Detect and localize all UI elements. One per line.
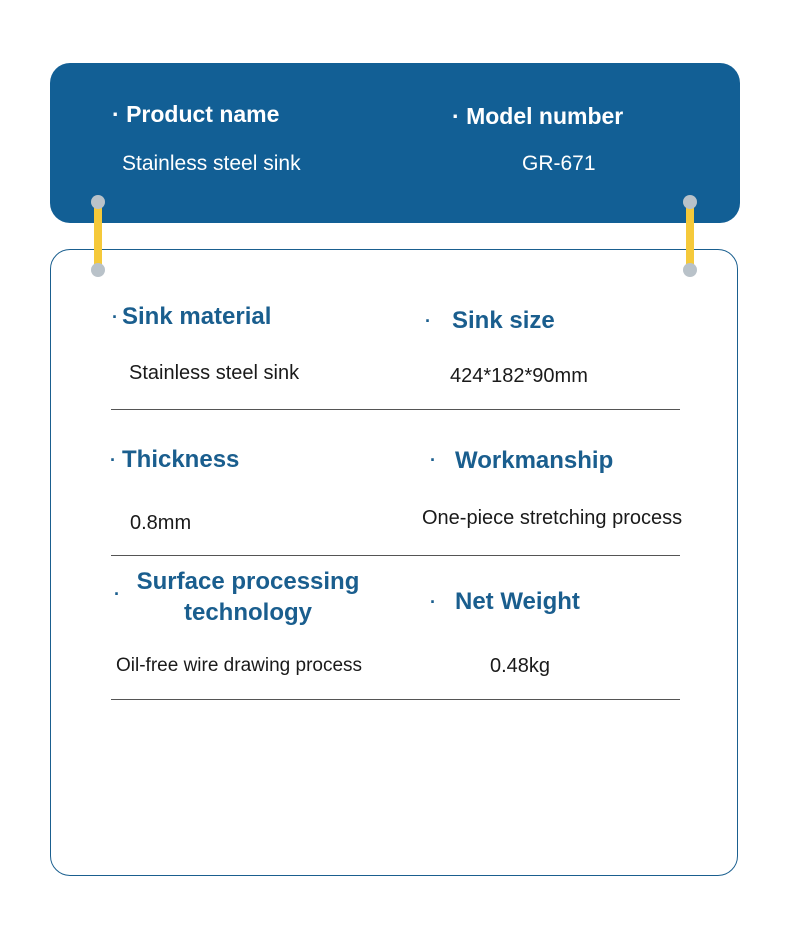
bullet-icon: · xyxy=(430,592,436,612)
row-divider xyxy=(111,555,680,556)
left-connector-bottom-dot xyxy=(91,263,105,277)
row-divider xyxy=(111,699,680,700)
sink-material-label: Sink material xyxy=(122,303,272,330)
product-name-value: Stainless steel sink xyxy=(122,152,301,175)
right-connector xyxy=(686,201,694,268)
bullet-icon: · xyxy=(425,311,431,331)
net-weight-value: 0.48kg xyxy=(490,655,551,677)
model-number-value: GR-671 xyxy=(522,152,596,175)
left-connector-top-dot xyxy=(91,195,105,209)
product-name-heading xyxy=(112,101,279,128)
right-connector-top-dot xyxy=(683,195,697,209)
thickness-value: 0.8mm xyxy=(130,512,192,534)
product-name-label: Product name xyxy=(126,101,280,127)
right-connector-bottom-dot xyxy=(683,263,697,277)
model-number-label: Model number xyxy=(466,103,624,129)
workmanship-value: One-piece stretching process xyxy=(422,507,683,529)
bullet-icon: · xyxy=(110,450,116,470)
specifications-card xyxy=(50,249,738,876)
workmanship-label: Workmanship xyxy=(455,447,614,474)
bullet-icon: · xyxy=(114,584,120,604)
thickness-label: Thickness xyxy=(122,446,240,473)
bullet-icon: · xyxy=(112,307,118,327)
bullet-icon: · xyxy=(452,103,460,129)
sink-size-value: 424*182*90mm xyxy=(450,365,588,387)
sink-material-value: Stainless steel sink xyxy=(129,362,300,384)
model-number-heading xyxy=(452,103,623,130)
row-divider xyxy=(111,409,680,410)
net-weight-label: Net Weight xyxy=(455,588,580,615)
bullet-icon: · xyxy=(430,450,436,470)
left-connector xyxy=(94,201,102,268)
product-header-card xyxy=(50,63,740,223)
surface-processing-label: Surface processing technology xyxy=(136,568,360,626)
sink-size-label: Sink size xyxy=(452,307,555,334)
surface-processing-value: Oil-free wire drawing process xyxy=(116,655,363,676)
bullet-icon: · xyxy=(112,101,120,127)
